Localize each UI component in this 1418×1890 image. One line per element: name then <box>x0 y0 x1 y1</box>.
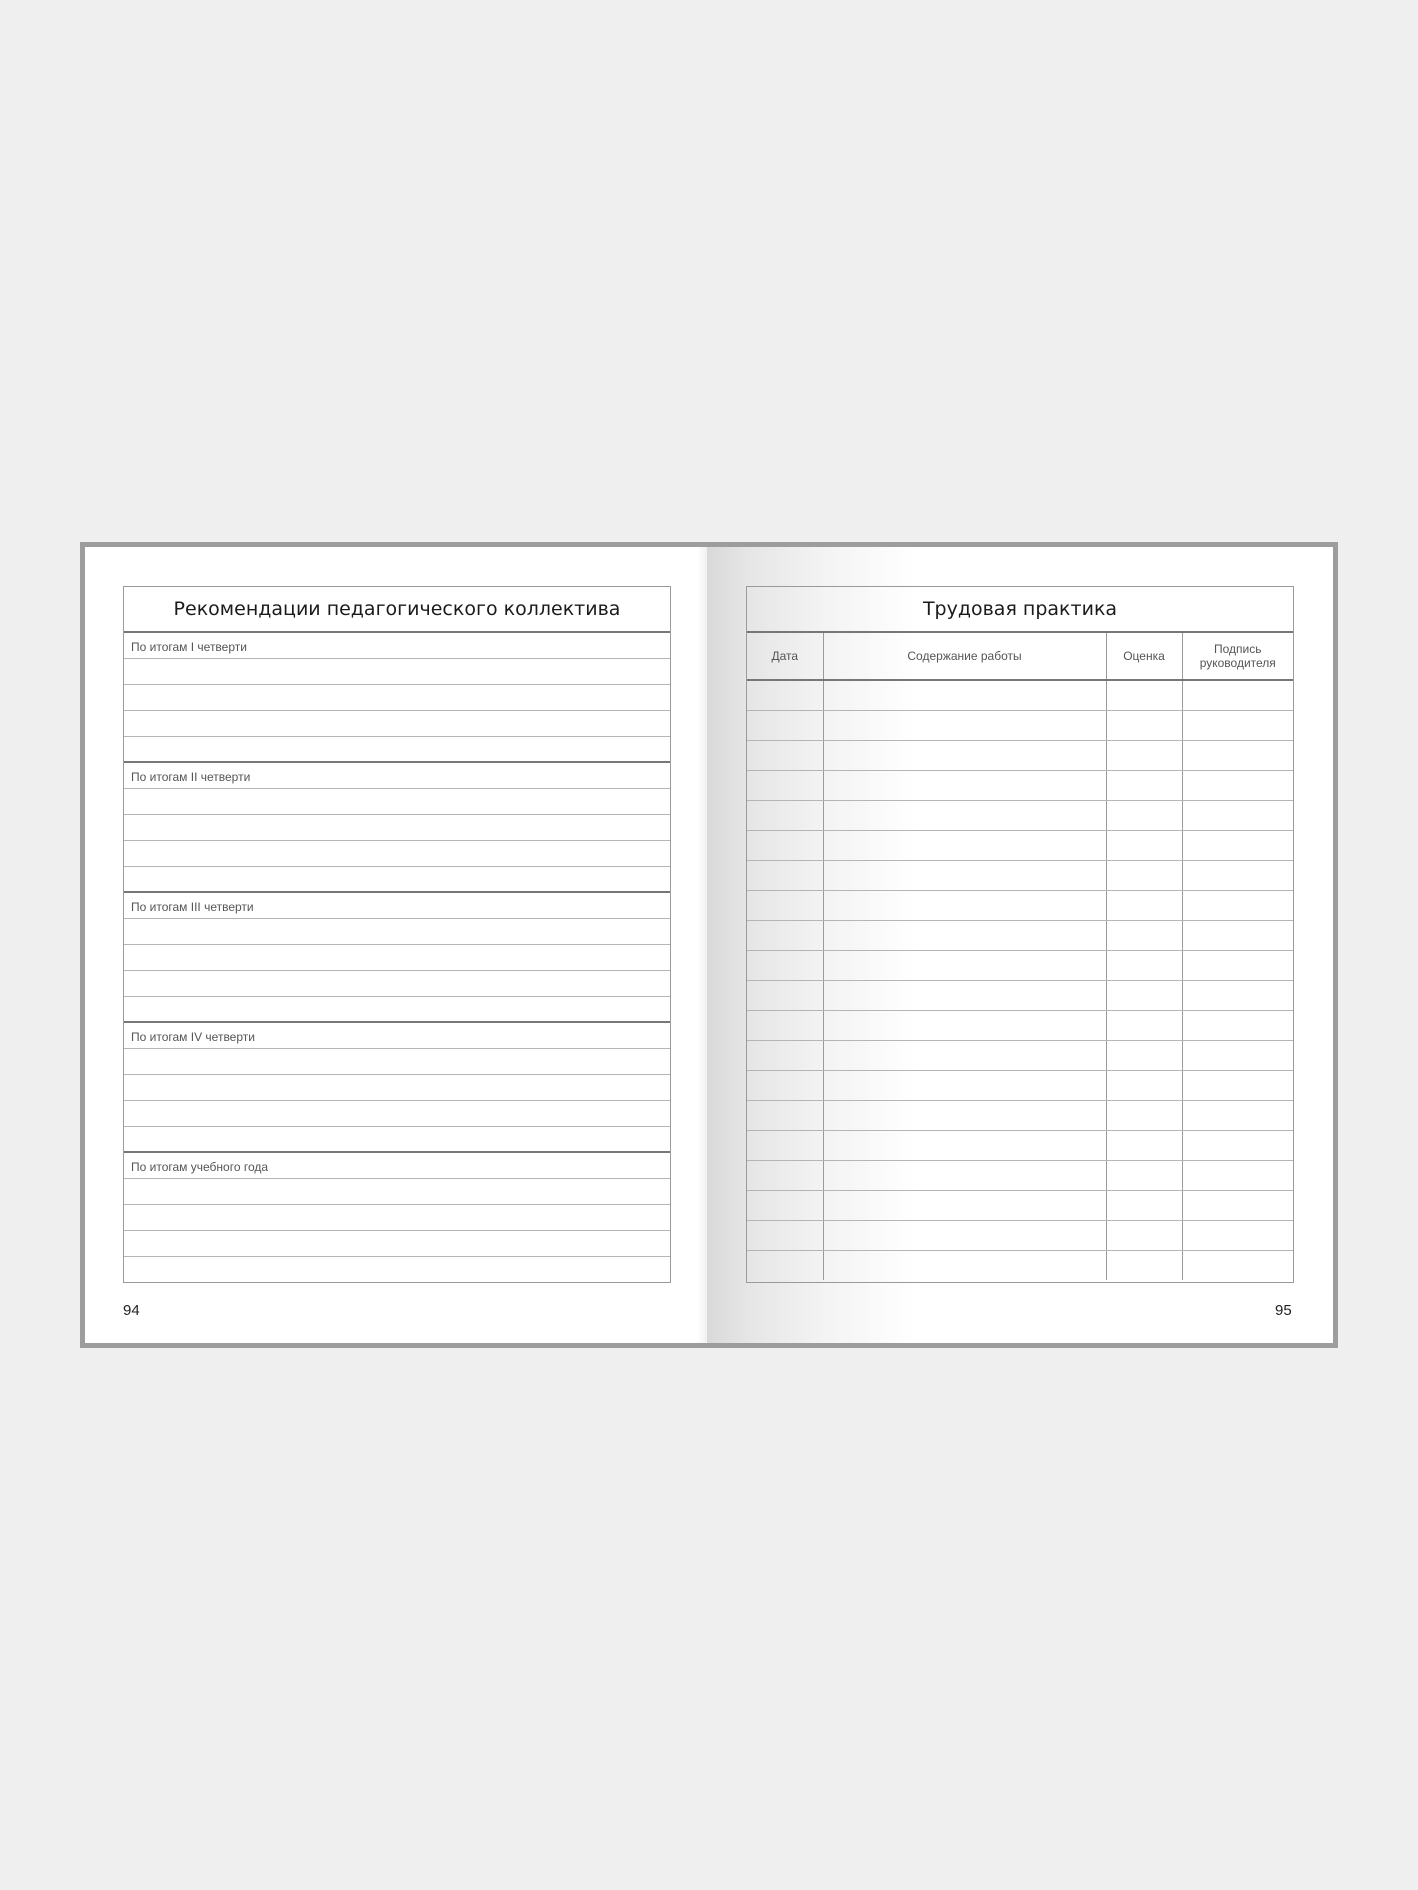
table-row <box>747 1041 1293 1071</box>
signature-cell[interactable] <box>1182 1071 1293 1101</box>
writing-line[interactable] <box>124 971 670 997</box>
writing-line[interactable] <box>124 685 670 711</box>
signature-cell[interactable] <box>1182 1131 1293 1161</box>
signature-cell[interactable] <box>1182 861 1293 891</box>
date-cell[interactable] <box>747 771 823 801</box>
signature-cell[interactable] <box>1182 1011 1293 1041</box>
column-header-grade: Оценка <box>1106 633 1182 680</box>
work-content-cell[interactable] <box>823 921 1106 951</box>
table-row <box>747 1011 1293 1041</box>
signature-cell[interactable] <box>1182 951 1293 981</box>
signature-cell[interactable] <box>1182 831 1293 861</box>
labor-practice-table <box>747 633 1293 1280</box>
date-cell[interactable] <box>747 921 823 951</box>
grade-cell[interactable] <box>1106 1191 1182 1221</box>
work-content-cell[interactable] <box>823 981 1106 1011</box>
grade-cell[interactable] <box>1106 1071 1182 1101</box>
writing-line[interactable] <box>124 945 670 971</box>
recommendation-section <box>124 893 670 1023</box>
date-cell[interactable] <box>747 1161 823 1191</box>
writing-line[interactable] <box>124 841 670 867</box>
signature-cell[interactable] <box>1182 891 1293 921</box>
book-spread <box>85 547 1333 1343</box>
work-content-cell[interactable] <box>823 1011 1106 1041</box>
work-content-cell[interactable] <box>823 831 1106 861</box>
recommendation-section <box>124 1023 670 1153</box>
signature-cell[interactable] <box>1182 801 1293 831</box>
left-page-title: Рекомендации педагогического коллектива <box>124 587 670 633</box>
signature-cell[interactable] <box>1182 1221 1293 1251</box>
grade-cell[interactable] <box>1106 711 1182 741</box>
work-content-cell[interactable] <box>823 1221 1106 1251</box>
work-content-cell[interactable] <box>823 680 1106 711</box>
work-content-cell[interactable] <box>823 1041 1106 1071</box>
right-page-title: Трудовая практика <box>747 587 1293 633</box>
grade-cell[interactable] <box>1106 891 1182 921</box>
table-row <box>747 1101 1293 1131</box>
date-cell[interactable] <box>747 1011 823 1041</box>
section-label: По итогам IV четверти <box>124 1023 670 1049</box>
left-page-number: 94 <box>123 1302 140 1319</box>
grade-cell[interactable] <box>1106 741 1182 771</box>
writing-line[interactable] <box>124 737 670 763</box>
grade-cell[interactable] <box>1106 801 1182 831</box>
grade-cell[interactable] <box>1106 1161 1182 1191</box>
writing-line[interactable] <box>124 1127 670 1153</box>
date-cell[interactable] <box>747 801 823 831</box>
date-cell[interactable] <box>747 1041 823 1071</box>
writing-line[interactable] <box>124 1257 670 1283</box>
page-fold-shadow <box>697 547 707 1343</box>
signature-cell[interactable] <box>1182 1161 1293 1191</box>
signature-cell[interactable] <box>1182 1251 1293 1281</box>
signature-cell[interactable] <box>1182 680 1293 711</box>
writing-line[interactable] <box>124 815 670 841</box>
writing-line[interactable] <box>124 867 670 893</box>
work-content-cell[interactable] <box>823 1161 1106 1191</box>
section-label: По итогам III четверти <box>124 893 670 919</box>
date-cell[interactable] <box>747 1221 823 1251</box>
work-content-cell[interactable] <box>823 951 1106 981</box>
date-cell[interactable] <box>747 891 823 921</box>
table-row <box>747 1191 1293 1221</box>
work-content-cell[interactable] <box>823 801 1106 831</box>
date-cell[interactable] <box>747 711 823 741</box>
date-cell[interactable] <box>747 1101 823 1131</box>
signature-cell[interactable] <box>1182 921 1293 951</box>
table-row <box>747 891 1293 921</box>
writing-line[interactable] <box>124 1101 670 1127</box>
writing-line[interactable] <box>124 919 670 945</box>
signature-cell[interactable] <box>1182 711 1293 741</box>
grade-cell[interactable] <box>1106 1251 1182 1281</box>
signature-cell[interactable] <box>1182 1041 1293 1071</box>
grade-cell[interactable] <box>1106 1101 1182 1131</box>
writing-line[interactable] <box>124 1179 670 1205</box>
table-row <box>747 711 1293 741</box>
recommendation-section <box>124 633 670 763</box>
signature-cell[interactable] <box>1182 741 1293 771</box>
grade-cell[interactable] <box>1106 831 1182 861</box>
table-row <box>747 1131 1293 1161</box>
signature-cell[interactable] <box>1182 1101 1293 1131</box>
work-content-cell[interactable] <box>823 1131 1106 1161</box>
work-content-cell[interactable] <box>823 891 1106 921</box>
column-header-supervisor-signature: Подпись руководителя <box>1182 633 1293 680</box>
table-row <box>747 801 1293 831</box>
work-content-cell[interactable] <box>823 1251 1106 1281</box>
grade-cell[interactable] <box>1106 771 1182 801</box>
work-content-cell[interactable] <box>823 1191 1106 1221</box>
grade-cell[interactable] <box>1106 951 1182 981</box>
grade-cell[interactable] <box>1106 1041 1182 1071</box>
recommendation-section <box>124 763 670 893</box>
table-row <box>747 861 1293 891</box>
signature-cell[interactable] <box>1182 981 1293 1011</box>
work-content-cell[interactable] <box>823 1101 1106 1131</box>
work-content-cell[interactable] <box>823 1071 1106 1101</box>
signature-cell[interactable] <box>1182 1191 1293 1221</box>
table-row <box>747 921 1293 951</box>
table-row <box>747 680 1293 711</box>
grade-cell[interactable] <box>1106 921 1182 951</box>
column-header-work-content: Содержание работы <box>823 633 1106 680</box>
grade-cell[interactable] <box>1106 1131 1182 1161</box>
grade-cell[interactable] <box>1106 861 1182 891</box>
labor-practice-form <box>746 586 1294 1283</box>
table-row <box>747 831 1293 861</box>
date-cell[interactable] <box>747 981 823 1011</box>
recommendation-section <box>124 1153 670 1282</box>
grade-cell[interactable] <box>1106 1221 1182 1251</box>
writing-line[interactable] <box>124 1205 670 1231</box>
writing-line[interactable] <box>124 1231 670 1257</box>
column-header-date: Дата <box>747 633 823 680</box>
signature-cell[interactable] <box>1182 771 1293 801</box>
writing-line[interactable] <box>124 711 670 737</box>
table-row <box>747 741 1293 771</box>
table-row <box>747 1221 1293 1251</box>
date-cell[interactable] <box>747 951 823 981</box>
open-book <box>80 542 1338 1348</box>
writing-line[interactable] <box>124 1075 670 1101</box>
work-content-cell[interactable] <box>823 861 1106 891</box>
table-row <box>747 771 1293 801</box>
table-row <box>747 1161 1293 1191</box>
date-cell[interactable] <box>747 1071 823 1101</box>
date-cell[interactable] <box>747 741 823 771</box>
table-row <box>747 1251 1293 1281</box>
writing-line[interactable] <box>124 1049 670 1075</box>
date-cell[interactable] <box>747 680 823 711</box>
table-row <box>747 951 1293 981</box>
writing-line[interactable] <box>124 659 670 685</box>
writing-line[interactable] <box>124 789 670 815</box>
grade-cell[interactable] <box>1106 1011 1182 1041</box>
writing-line[interactable] <box>124 997 670 1023</box>
table-row <box>747 981 1293 1011</box>
right-page-number: 95 <box>1275 1302 1292 1319</box>
date-cell[interactable] <box>747 861 823 891</box>
section-label: По итогам I четверти <box>124 633 670 659</box>
date-cell[interactable] <box>747 1191 823 1221</box>
table-header-row <box>747 633 1293 680</box>
work-content-cell[interactable] <box>823 741 1106 771</box>
table-row <box>747 1071 1293 1101</box>
work-content-cell[interactable] <box>823 711 1106 741</box>
date-cell[interactable] <box>747 1131 823 1161</box>
grade-cell[interactable] <box>1106 981 1182 1011</box>
grade-cell[interactable] <box>1106 680 1182 711</box>
date-cell[interactable] <box>747 831 823 861</box>
section-label: По итогам II четверти <box>124 763 670 789</box>
recommendations-form <box>123 586 671 1283</box>
section-label: По итогам учебного года <box>124 1153 670 1179</box>
work-content-cell[interactable] <box>823 771 1106 801</box>
date-cell[interactable] <box>747 1251 823 1281</box>
